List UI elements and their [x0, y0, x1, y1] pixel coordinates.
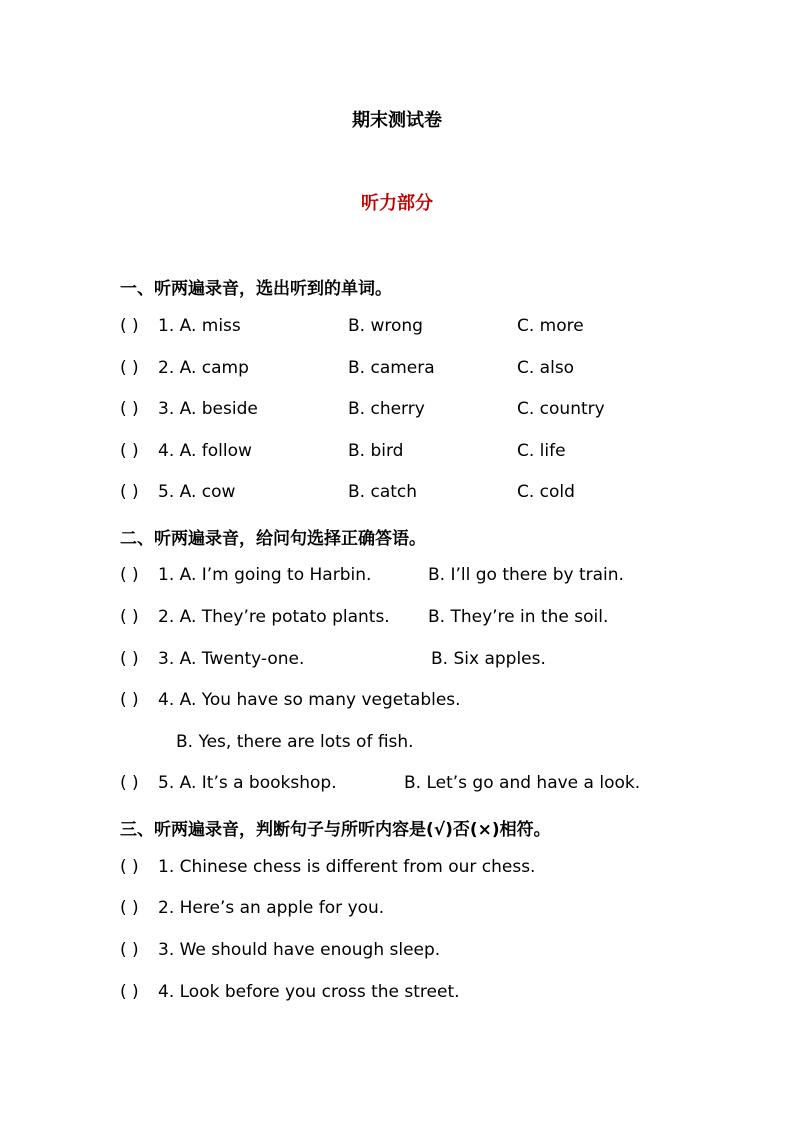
answer-blank[interactable]: ( ) — [120, 898, 139, 918]
answer-blank[interactable]: ( ) — [120, 399, 139, 419]
option-a: 2. A. camp — [158, 358, 249, 378]
option-b: B. bird — [348, 441, 404, 461]
option-a: 1. A. miss — [158, 316, 241, 336]
option-c: C. also — [517, 358, 575, 378]
option-b: B. wrong — [348, 316, 423, 336]
option-c: C. cold — [517, 482, 575, 502]
option-b: B. Let’s go and have a look. — [404, 773, 641, 793]
answer-blank[interactable]: ( ) — [120, 690, 139, 710]
option-b: B. camera — [348, 358, 435, 378]
answer-blank[interactable]: ( ) — [120, 482, 139, 502]
option-a: 3. A. beside — [158, 399, 258, 419]
section-subtitle: 听力部分 — [361, 193, 433, 214]
answer-blank[interactable]: ( ) — [120, 982, 139, 1002]
answer-blank[interactable]: ( ) — [120, 565, 139, 585]
option-b: B. cherry — [348, 399, 425, 419]
option-c: C. life — [517, 441, 566, 461]
answer-blank[interactable]: ( ) — [120, 940, 139, 960]
option-a: 3. A. Twenty-one. — [158, 649, 305, 669]
option-b: B. catch — [348, 482, 418, 502]
option-c: C. more — [517, 316, 584, 336]
statement: 4. Look before you cross the street. — [158, 982, 460, 1002]
option-a: 1. A. I’m going to Harbin. — [158, 565, 372, 585]
answer-blank[interactable]: ( ) — [120, 441, 139, 461]
statement: 2. Here’s an apple for you. — [158, 898, 385, 918]
statement: 3. We should have enough sleep. — [158, 940, 441, 960]
statement: 1. Chinese chess is different from our chess. — [158, 857, 536, 877]
option-a: 2. A. They’re potato plants. — [158, 607, 390, 627]
answer-blank[interactable]: ( ) — [120, 607, 139, 627]
section-2-heading: 二、听两遍录音，给问句选择正确答语。 — [120, 529, 426, 549]
answer-blank[interactable]: ( ) — [120, 857, 139, 877]
option-b: B. I’ll go there by train. — [428, 565, 624, 585]
page-title: 期末测试卷 — [352, 110, 442, 131]
option-b: B. They’re in the soil. — [428, 607, 609, 627]
option-b: B. Six apples. — [431, 649, 546, 669]
option-a: 5. A. cow — [158, 482, 236, 502]
answer-blank[interactable]: ( ) — [120, 358, 139, 378]
option-a: 5. A. It’s a bookshop. — [158, 773, 337, 793]
answer-blank[interactable]: ( ) — [120, 316, 139, 336]
option-b: B. Yes, there are lots of fish. — [176, 732, 414, 752]
option-c: C. country — [517, 399, 605, 419]
section-1-heading: 一、听两遍录音，选出听到的单词。 — [120, 279, 392, 299]
answer-blank[interactable]: ( ) — [120, 649, 139, 669]
answer-blank[interactable]: ( ) — [120, 773, 139, 793]
section-3-heading: 三、听两遍录音，判断句子与所听内容是(√)否(×)相符。 — [120, 820, 551, 840]
option-a: 4. A. follow — [158, 441, 252, 461]
option-a: 4. A. You have so many vegetables. — [158, 690, 461, 710]
